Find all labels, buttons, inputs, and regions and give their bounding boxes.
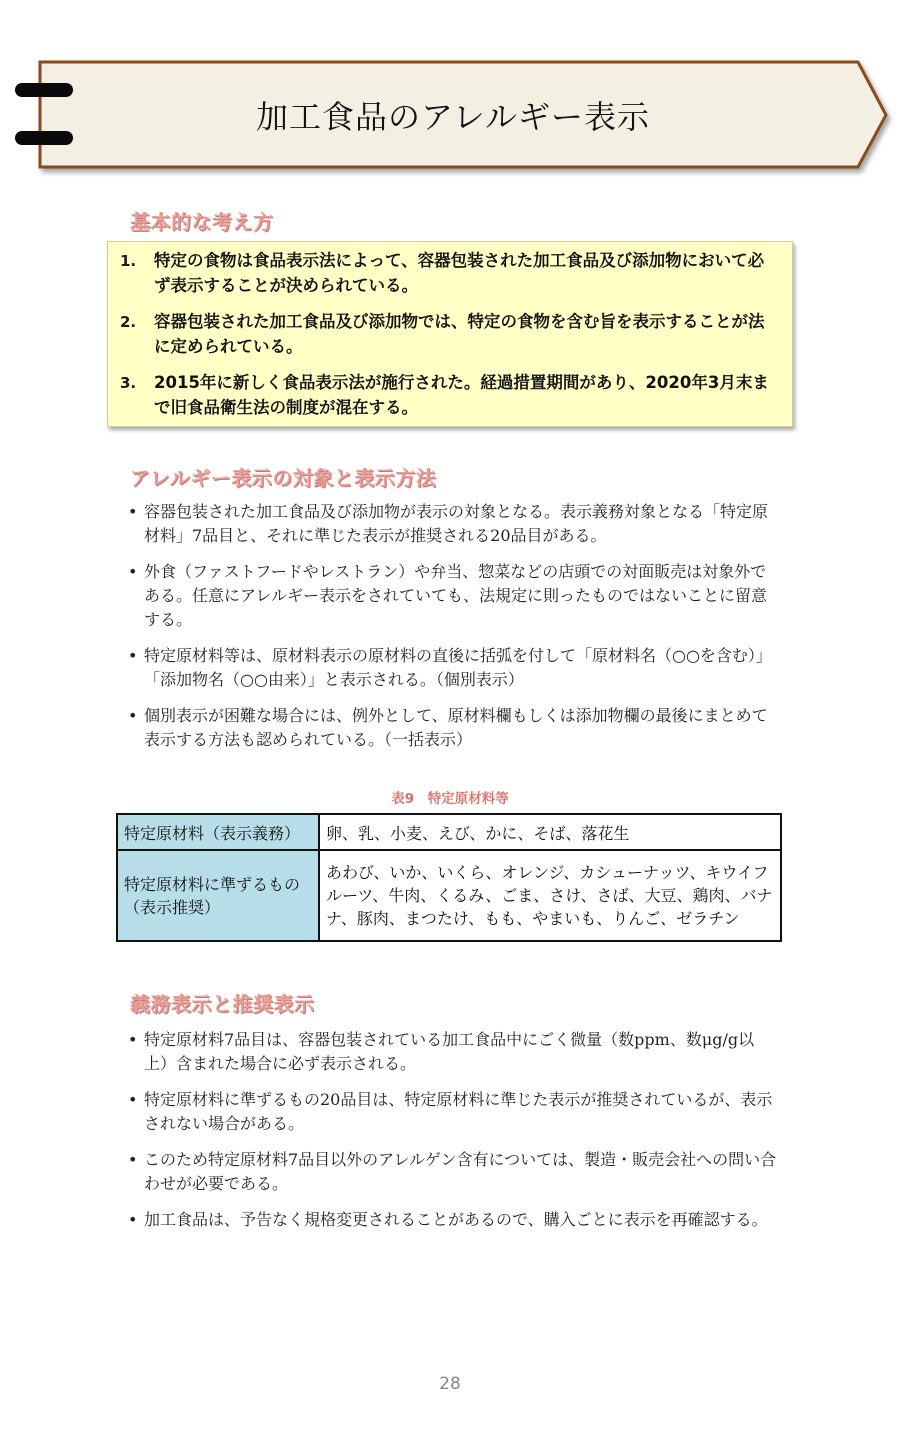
list-item: • 容器包装された加工食品及び添加物が表示の対象となる。表示義務対象となる「特定原材料」7品目と、それに準じた表示が推奨される20品目がある。 — [128, 500, 778, 548]
basic-principles-box: 1. 特定の食物は食品表示法によって、容器包装された加工食品及び添加物において必ず表示することが決められている。 2. 容器包装された加工食品及び添加物では、特定の食物を含む旨を表示することが法に定められている。 3. 2015年に新しく食品表示法が施行された。経過措置期間があり、2020年3月末まで旧食品衛生法の制度が混在する。 — [107, 241, 793, 427]
list-item: • このため特定原材料7品目以外のアレルゲン含有については、製造・販売会社への問い合わせが必要である。 — [128, 1148, 778, 1196]
table-row — [117, 850, 781, 941]
list-item: • 外食（ファストフードやレストラン）や弁当、惣菜などの店頭での対面販売は対象外である。任意にアレルギー表示をされていても、法規定に則ったものではないことに留意する。 — [128, 560, 778, 632]
table-row-value: あわび、いか、いくら、オレンジ、カシューナッツ、キウイフルーツ、牛肉、くるみ、ごま、さけ、さば、大豆、鶏肉、バナナ、豚肉、まつたけ、もも、やまいも、りんご、ゼラチン — [319, 850, 781, 941]
target-bullet-list — [128, 500, 778, 764]
table-row-value: 卵、乳、小麦、えび、かに、そば、落花生 — [319, 814, 781, 850]
table-row-label: 特定原材料に準ずるもの（表示推奨） — [117, 850, 319, 941]
mandatory-bullet-list — [128, 1028, 778, 1244]
section-heading-mandatory: 義務表示と推奨表示 — [130, 992, 315, 1016]
list-item: • 特定原材料7品目は、容器包装されている加工食品中にごく微量（数ppm、数μg/g以上）含まれた場合に必ず表示される。 — [128, 1028, 778, 1076]
list-item: • 加工食品は、予告なく規格変更されることがあるので、購入ごとに表示を再確認する。 — [128, 1208, 778, 1232]
list-item: • 特定原材料等は、原材料表示の原材料の直後に括弧を付して「原材料名（○○を含む）」「添加物名（○○由来）」と表示される。（個別表示） — [128, 644, 778, 692]
page-number: 28 — [439, 1374, 461, 1394]
list-item: • 個別表示が困難な場合には、例外として、原材料欄もしくは添加物欄の最後にまとめて表示する方法も認められている。（一括表示） — [128, 704, 778, 752]
allergen-table — [116, 813, 782, 942]
page-title: 加工食品のアレルギー表示 — [256, 98, 650, 136]
section-heading-basic: 基本的な考え方 — [130, 210, 274, 234]
table-caption: 表9 特定原材料等 — [391, 791, 509, 807]
table-row — [117, 814, 781, 850]
section-heading-target: アレルギー表示の対象と表示方法 — [130, 466, 437, 490]
table-row-label: 特定原材料（表示義務） — [117, 814, 319, 850]
list-item: • 特定原材料に準ずるもの20品目は、特定原材料に準じた表示が推奨されているが、表示されない場合がある。 — [128, 1088, 778, 1136]
